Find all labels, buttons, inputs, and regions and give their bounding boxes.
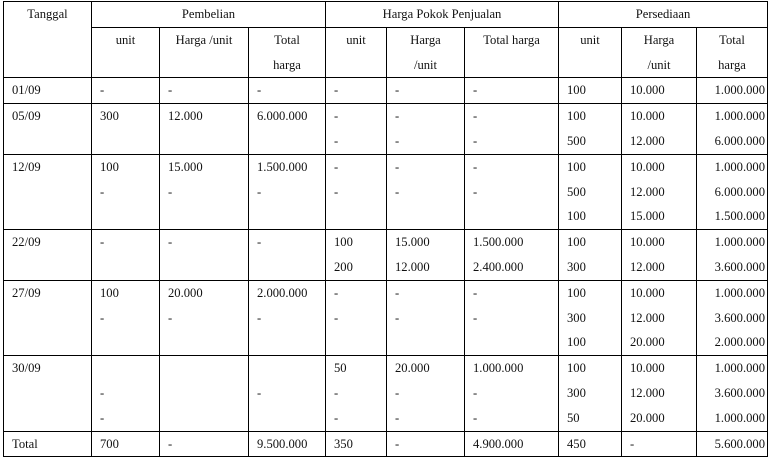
ledger-cell [697, 280, 768, 355]
ledger-cell [160, 154, 249, 229]
cell-line: 100 [567, 109, 586, 124]
cell-line: 200 [334, 259, 353, 274]
cell-line: - [257, 184, 262, 199]
subheader-cell: Harga /unit [160, 27, 249, 78]
ledger-cell [465, 78, 559, 104]
cell-line: - [100, 83, 105, 98]
cell-line: - [395, 310, 400, 325]
total-cell: 450 [559, 431, 622, 457]
cell-line: 15.000 [168, 159, 203, 174]
cell-line: 10.000 [630, 361, 665, 376]
ledger-cell [697, 104, 768, 155]
ledger-cell [559, 356, 622, 431]
cell-line: 1.000.000 [714, 83, 765, 98]
ledger-cell [697, 356, 768, 431]
cell-line: - [395, 109, 400, 124]
cell-line: 20.000 [395, 361, 430, 376]
cell-line: - [473, 133, 478, 148]
ledger-cell [326, 356, 387, 431]
cell-line: - [334, 285, 339, 300]
cell-line: - [334, 410, 339, 425]
ledger-cell [160, 280, 249, 355]
cell-line: 500 [567, 133, 586, 148]
ledger-cell [326, 78, 387, 104]
cell-line: - [473, 159, 478, 174]
ledger-cell [387, 78, 465, 104]
cell-line: 1.000.000 [714, 235, 765, 250]
cell-line: 20.000 [168, 285, 203, 300]
header-group-row [4, 2, 768, 28]
cell-line [257, 406, 325, 431]
total-label: Total [4, 431, 92, 457]
ledger-cell [697, 154, 768, 229]
ledger-row [4, 154, 768, 229]
ledger-cell [160, 230, 249, 281]
ledger-cell [249, 154, 326, 229]
cell-line: 1.000.000 [714, 361, 765, 376]
ledger-cell [249, 78, 326, 104]
ledger-cell [559, 154, 622, 229]
cell-line: - [257, 310, 262, 325]
ledger-cell [622, 230, 697, 281]
cell-line: 100 [334, 235, 353, 250]
ledger-body [4, 78, 768, 431]
ledger-row [4, 230, 768, 281]
ledger-cell [465, 356, 559, 431]
ledger-cell [92, 78, 160, 104]
cell-line: 1.000.000 [714, 109, 765, 124]
cell-line: - [334, 133, 339, 148]
ledger-cell [326, 280, 387, 355]
cell-line: - [473, 109, 478, 124]
ledger-cell [249, 280, 326, 355]
subheader-cell: Harga /unit [622, 27, 697, 78]
cell-line: - [473, 410, 478, 425]
cell-line: - [100, 385, 105, 400]
cell-line: - [473, 184, 478, 199]
cell-line: - [395, 133, 400, 148]
cell-line: - [168, 235, 173, 250]
cell-line: - [395, 410, 400, 425]
cell-line: 50 [567, 410, 580, 425]
cell-line [100, 356, 159, 381]
cell-line: 20.000 [630, 335, 665, 350]
cell-line [168, 381, 248, 406]
header-harga-pokok-penjualan: Harga Pokok Penjualan [326, 2, 559, 28]
cell-line: 12.000 [630, 133, 665, 148]
cell-line: 100 [567, 361, 586, 376]
ledger-cell [92, 230, 160, 281]
ledger-header [4, 2, 768, 78]
ledger-cell [559, 104, 622, 155]
cell-line: 1.500.000 [257, 159, 308, 174]
ledger-cell [92, 104, 160, 155]
cell-line: 100 [100, 159, 119, 174]
cell-line: 12.000 [630, 184, 665, 199]
ledger-cell [326, 154, 387, 229]
cell-line: - [395, 184, 400, 199]
ledger-cell [559, 78, 622, 104]
header-persediaan: Persediaan [559, 2, 768, 28]
ledger-cell [249, 104, 326, 155]
cell-line: 12.000 [630, 310, 665, 325]
cell-line: - [168, 184, 173, 199]
cell-line: 300 [567, 310, 586, 325]
cell-line: 2.000.000 [714, 335, 765, 350]
ledger-cell [697, 230, 768, 281]
cell-line: 15.000 [395, 235, 430, 250]
cell-line: - [100, 235, 105, 250]
cell-line: 15.000 [630, 209, 665, 224]
cell-line: - [168, 310, 173, 325]
cell-line: 100 [567, 83, 586, 98]
cell-line: 6.000.000 [714, 184, 765, 199]
ledger-row [4, 104, 768, 155]
cell-line: - [168, 83, 173, 98]
cell-line: 2.000.000 [257, 285, 308, 300]
ledger-cell [622, 356, 697, 431]
ledger-cell [249, 356, 326, 431]
cell-line: 3.600.000 [714, 385, 765, 400]
cell-line: - [473, 310, 478, 325]
cell-line: - [395, 159, 400, 174]
ledger-cell [326, 230, 387, 281]
cell-line: 10.000 [630, 235, 665, 250]
cell-line: - [334, 83, 339, 98]
cell-line: 12.000 [168, 109, 203, 124]
cell-line: 2.400.000 [473, 259, 524, 274]
ledger-cell [465, 154, 559, 229]
ledger-cell [387, 280, 465, 355]
cell-line: 100 [567, 335, 586, 350]
cell-line: 100 [100, 285, 119, 300]
cell-line: 1.500.000 [714, 209, 765, 224]
cell-line: - [100, 184, 105, 199]
ledger-cell [387, 356, 465, 431]
header-sub-row [4, 27, 768, 78]
date-cell: 30/09 [4, 356, 92, 431]
total-cell: 700 [92, 431, 160, 457]
total-cell: 4.900.000 [465, 431, 559, 457]
cell-line: - [100, 310, 105, 325]
subheader-cell: Total harga [249, 27, 326, 78]
cell-line: - [473, 385, 478, 400]
cell-line: 100 [567, 285, 586, 300]
ledger-cell [160, 78, 249, 104]
ledger-cell [465, 280, 559, 355]
inventory-ledger [3, 1, 768, 457]
cell-line: - [334, 310, 339, 325]
subheader-cell: unit [559, 27, 622, 78]
ledger-cell [465, 104, 559, 155]
date-cell: 01/09 [4, 78, 92, 104]
header-tanggal: Tanggal [4, 2, 92, 78]
date-cell: 05/09 [4, 104, 92, 155]
cell-line: 300 [567, 259, 586, 274]
cell-line: 100 [567, 235, 586, 250]
total-cell: - [160, 431, 249, 457]
ledger-cell [326, 104, 387, 155]
ledger-cell [622, 104, 697, 155]
header-pembelian: Pembelian [92, 2, 326, 28]
ledger-cell [249, 230, 326, 281]
ledger-cell [622, 78, 697, 104]
cell-line: 10.000 [630, 83, 665, 98]
cell-line [168, 356, 248, 381]
cell-line: - [395, 285, 400, 300]
cell-line: - [334, 385, 339, 400]
cell-line: - [257, 235, 262, 250]
total-cell: 350 [326, 431, 387, 457]
cell-line: 100 [567, 209, 586, 224]
cell-line: 1.000.000 [714, 159, 765, 174]
date-cell: 12/09 [4, 154, 92, 229]
cell-line: - [473, 285, 478, 300]
cell-line: 3.600.000 [714, 310, 765, 325]
cell-line: 12.000 [630, 385, 665, 400]
cell-line: - [334, 159, 339, 174]
cell-line: 6.000.000 [257, 109, 308, 124]
cell-line: - [395, 385, 400, 400]
cell-line: 1.000.000 [714, 285, 765, 300]
cell-line [168, 406, 248, 431]
total-cell: - [387, 431, 465, 457]
ledger-cell [387, 230, 465, 281]
cell-line [257, 356, 325, 381]
cell-line: - [395, 83, 400, 98]
date-cell: 27/09 [4, 280, 92, 355]
ledger-footer [4, 431, 768, 457]
total-cell: 5.600.000 [697, 431, 768, 457]
cell-line: - [334, 184, 339, 199]
cell-line: 10.000 [630, 109, 665, 124]
ledger-cell [92, 356, 160, 431]
ledger-cell [622, 280, 697, 355]
total-row [4, 431, 768, 457]
ledger-cell [622, 154, 697, 229]
total-cell: 9.500.000 [249, 431, 326, 457]
subheader-cell: Total harga [465, 27, 559, 78]
ledger-row [4, 356, 768, 431]
ledger-cell [160, 104, 249, 155]
ledger-cell [387, 154, 465, 229]
cell-line: 12.000 [630, 259, 665, 274]
ledger-cell [697, 78, 768, 104]
cell-line: 12.000 [395, 259, 430, 274]
cell-line: - [257, 385, 262, 400]
ledger-table [3, 1, 768, 457]
cell-line: 300 [100, 109, 119, 124]
cell-line: 500 [567, 184, 586, 199]
subheader-cell: Harga /unit [387, 27, 465, 78]
subheader-cell: unit [326, 27, 387, 78]
subheader-cell: unit [92, 27, 160, 78]
ledger-cell [387, 104, 465, 155]
cell-line: 300 [567, 385, 586, 400]
ledger-row [4, 78, 768, 104]
ledger-cell [465, 230, 559, 281]
cell-line: 3.600.000 [714, 259, 765, 274]
ledger-cell [559, 230, 622, 281]
ledger-cell [92, 280, 160, 355]
cell-line: 1.000.000 [714, 410, 765, 425]
cell-line: 50 [334, 361, 347, 376]
cell-line: - [473, 83, 478, 98]
date-cell: 22/09 [4, 230, 92, 281]
cell-line: 1.000.000 [473, 361, 524, 376]
ledger-cell [559, 280, 622, 355]
cell-line: 10.000 [630, 285, 665, 300]
cell-line: 1.500.000 [473, 235, 524, 250]
cell-line: - [334, 109, 339, 124]
cell-line: 6.000.000 [714, 133, 765, 148]
cell-line: - [100, 410, 105, 425]
cell-line: - [257, 83, 262, 98]
cell-line: 10.000 [630, 159, 665, 174]
ledger-row [4, 280, 768, 355]
subheader-cell: Total harga [697, 27, 768, 78]
cell-line: 100 [567, 159, 586, 174]
cell-line: 20.000 [630, 410, 665, 425]
ledger-cell [160, 356, 249, 431]
ledger-cell [92, 154, 160, 229]
total-cell: - [622, 431, 697, 457]
